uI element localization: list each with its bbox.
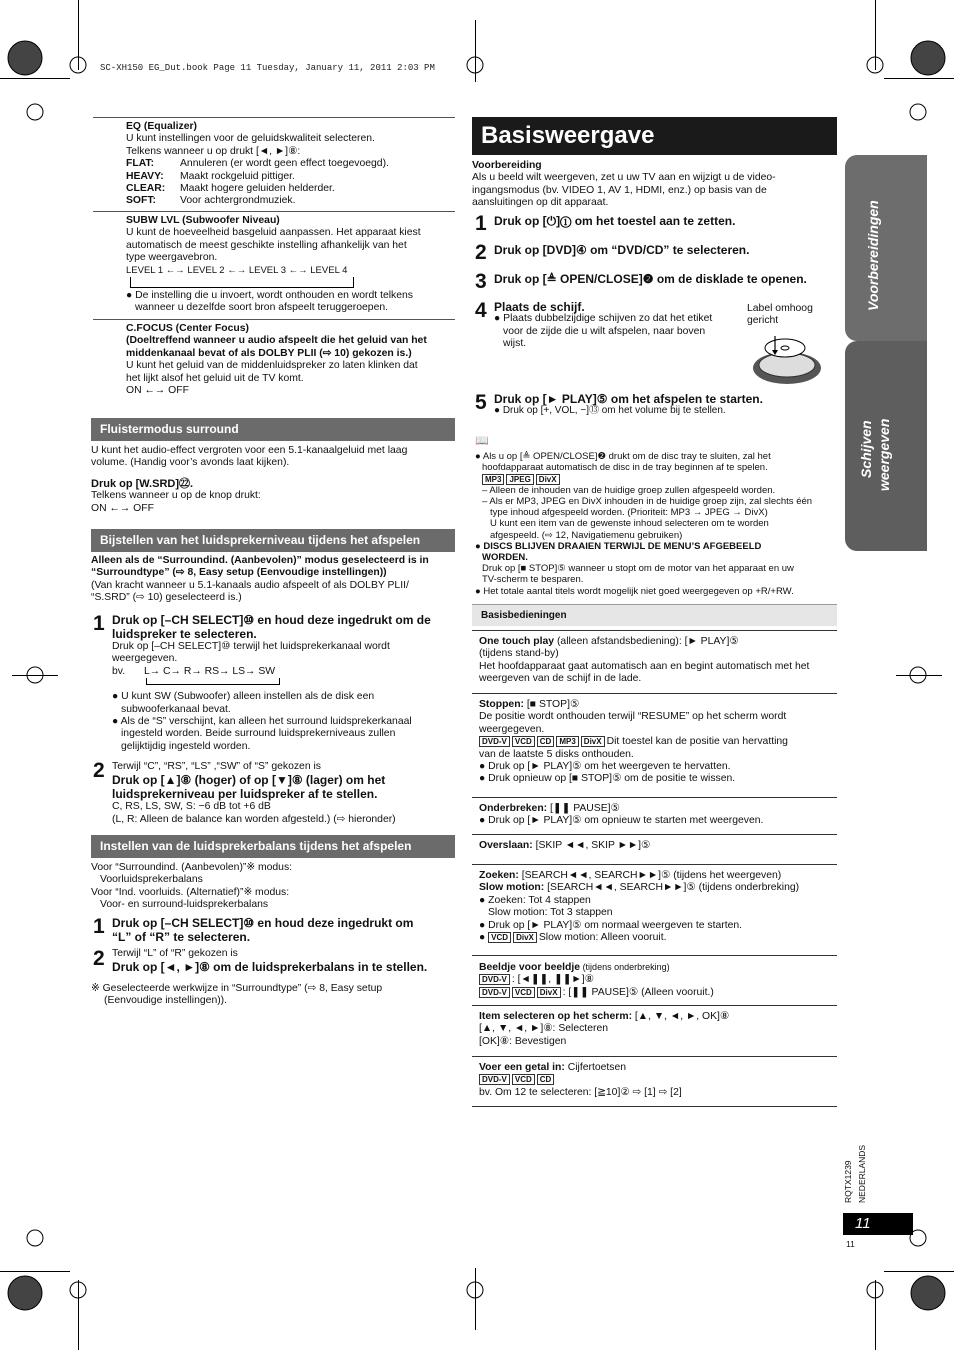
level-loop-arrow (130, 277, 354, 288)
subw-desc: U kunt de hoeveelheid basgeluid aanpassen. Het apparaat kiest (126, 227, 421, 239)
step-instruction: Druk op [▲]⑧ (hoger) of op [▼]⑧ (lager) om het (112, 773, 386, 788)
row-title: Onderbreken: [❚❚ PAUSE]⑤ (479, 803, 620, 814)
row-text: DVD-V VCD CD MP3 DivX Dit toestel kan de positie van hervatting (479, 736, 837, 748)
balans-step-1 (112, 916, 457, 944)
row-text: ● Druk op [► PLAY]⑤ om opnieuw te starten met weergeven. (479, 815, 764, 827)
step-condition: Terwijl “L” of “R” gekozen is (112, 948, 238, 959)
step-instruction: Druk op [≜ OPEN/CLOSE]❷ om de disklade te openen. (494, 272, 807, 286)
prep-title: Voorbereiding (472, 160, 542, 171)
basis-row-skip (472, 834, 837, 852)
note-line: ● DISCS BLIJVEN DRAAIEN TERWIJL DE MENU’S AFGEBEELD (475, 540, 762, 552)
step-note: ● Plaats dubbelzijdige schijven zo dat het etiket (494, 313, 713, 325)
row-title: Stoppen: [■ STOP]⑤ (479, 699, 580, 710)
step-number: 4 (475, 299, 487, 322)
disc-label-caption (747, 303, 813, 328)
disc-tray-illustration (745, 330, 825, 388)
step-instruction: Druk op [► PLAY]⑤ om het afspelen te starten. (494, 392, 763, 406)
page-title: Basisweergave (472, 117, 837, 155)
tab-schijven-weergeven[interactable] (845, 341, 927, 551)
fluister-press: Druk op [W.SRD]㉒. (91, 477, 194, 490)
eq-desc: U kunt instellingen voor de geluidskwaliteit selecteren. (126, 133, 375, 145)
tab-voorbereidingen[interactable] (845, 155, 927, 341)
step-instruction: Druk op [DVD]④ om “DVD/CD” te selecteren. (494, 243, 750, 257)
step-instruction: Druk op [–CH SELECT]⑩ en houd deze ingedrukt om de (112, 613, 431, 627)
note-line: – Alleen de inhouden van de huidige groep zullen afgespeeld worden. (482, 484, 776, 496)
caption-line: Label omhoog (747, 303, 813, 314)
notes-section (475, 436, 835, 597)
step-note: gelijktijdig ingesteld worden. (121, 740, 251, 752)
note-line: type inhoud afgespeeld worden. (Prioriteit: MP3 → JPEG → DivX) (490, 507, 768, 519)
file-header: SC-XH150 EG_Dut.book Page 11 Tuesday, January 11, 2011 2:03 PM (100, 63, 435, 73)
balans-mode-desc: Voorluidsprekerbalans (100, 874, 203, 886)
step-detail-2: weergegeven. (112, 653, 178, 665)
basis-row-frame (472, 955, 837, 999)
row-text: weergeven van de schijf in de lade. (479, 673, 642, 685)
subw-levels: LEVEL 1 ←→ LEVEL 2 ←→ LEVEL 3 ←→ LEVEL 4 (126, 264, 348, 276)
basis-row-stop (472, 693, 837, 786)
section-bar-bijstellen: Bijstellen van het luidsprekerniveau tijdens het afspelen (91, 529, 455, 552)
row-text: DVD-V VCD CD (479, 1074, 837, 1086)
row-text: ● Zoeken: Tot 4 stappen (479, 894, 591, 906)
eq-section (93, 117, 455, 208)
basis-row-number (472, 1056, 837, 1099)
cfocus-title: C.FOCUS (Center Focus) (126, 323, 249, 334)
preparation (472, 160, 837, 210)
cfocus-toggle: ON ←→ OFF (126, 385, 189, 397)
balans-body (91, 862, 455, 912)
step-number: 2 (93, 759, 105, 782)
row-text: De positie wordt onthouden terwijl “RESUME” op het scherm wordt (479, 711, 787, 723)
row-text: DVD-V VCD DivX : [❚❚ PAUSE]⑤ (Alleen vooruit.) (479, 987, 837, 999)
format-tag: DivX (536, 474, 560, 485)
fluister-body (91, 445, 455, 515)
eq-option: FLAT: Annuleren (er wordt geen effect toegevoegd). (126, 158, 389, 170)
section-bar-fluister: Fluistermodus surround (91, 418, 455, 441)
table-bottom-rule (472, 1106, 837, 1107)
tab-label-2: weergeven (876, 418, 892, 491)
tab-label: Voorbereidingen (865, 200, 881, 311)
row-text: Het hoofdapparaat gaat automatisch aan en begint automatisch met het (479, 660, 810, 672)
row-text: Slow motion: Tot 3 stappen (488, 907, 613, 919)
bijstellen-info: (Van kracht wanneer u 5.1-kanaals audio afspeelt of als DOLBY PLII/ (91, 579, 409, 591)
subw-title: SUBW LVL (Subwoofer Niveau) (126, 215, 280, 226)
note-line: Druk op [■ STOP]⑤ wanneer u stopt om de motor van het apparaat en uw (482, 563, 794, 575)
row-text: ● Druk op [► PLAY]⑤ om het weergeven te hervatten. (479, 761, 731, 773)
subw-note: ● De instelling die u invoert, wordt onthouden en wordt telkens (126, 290, 413, 302)
row-text: [▲, ▼, ◄, ►]⑧: Selecteren (479, 1023, 608, 1035)
eq-option: CLEAR: Maakt hogere geluiden helderder. (126, 183, 335, 195)
cfocus-cond: (Doeltreffend wanneer u audio afspeelt die het geluid van het (126, 335, 427, 347)
row-text: DVD-V : [◄❚❚, ❚❚►]⑧ (479, 974, 837, 986)
format-tag: JPEG (506, 474, 533, 485)
bijstellen-cond-2: “Surroundtype” (⇨ 8, Easy setup (Eenvoudige instellingen)) (91, 567, 387, 579)
step-4-body (494, 301, 734, 351)
doc-code: RQTX1239 (843, 1160, 853, 1203)
bijstellen-cond: Alleen als de “Surroundind. (Aanbevolen)” modus geselecteerd is in (91, 555, 429, 566)
fluister-info: Telkens wanneer u op de knop drukt: (91, 490, 261, 502)
eq-option: HEAVY: Maakt rockgeluid pittiger. (126, 170, 295, 182)
cfocus-desc: U kunt het geluid van de middenluidspreker zo laten klinken dat (126, 360, 418, 372)
balans-mode: Voor “Surroundind. (Aanbevolen)”※ modus: (91, 862, 293, 873)
eq-option: SOFT: Voor achtergrondmuziek. (126, 195, 296, 207)
balans-step-2 (112, 948, 457, 974)
prep-text: ingangsmodus (bv. VIDEO 1, AV 1, HDMI, enz.) op basis van de (472, 184, 767, 196)
book-icon: 📖 (475, 435, 489, 447)
basis-row-search (472, 864, 837, 944)
row-text: weergegeven. (479, 723, 545, 735)
note-line: afgespeeld. (⇨ 12, Navigatiemenu gebruiken) (490, 529, 683, 541)
subw-desc-3: type weergavebron. (126, 252, 218, 264)
fluister-desc-2: volume. (Handig voor’s avonds laat kijken). (91, 457, 290, 469)
note-line: WORDEN. (482, 552, 528, 564)
footnote-line: ※ Geselecteerde werkwijze in “Surroundtype” (⇨ 8, Easy setup (91, 983, 383, 994)
step-note: wijst. (503, 338, 527, 350)
section-bar-balans: Instellen van de luidsprekerbalans tijdens het afspelen (91, 835, 455, 858)
balance-note: (L, R: Alleen de balance kan worden afgesteld.) (⇨ hieronder) (112, 813, 396, 825)
bijstellen-step-2 (112, 761, 457, 826)
cfocus-desc-2: het lijkt alsof het geluid uit de TV komt. (126, 372, 304, 384)
balans-mode-desc: Voor- en surround-luidsprekerbalans (100, 899, 269, 911)
step-number: 5 (475, 391, 487, 414)
step-number: 1 (93, 612, 105, 635)
prep-text: Als u beeld wilt weergeven, zet u uw TV aan en wijzigt u de video- (472, 172, 776, 184)
note-line: hoofdapparaat automatisch de disc in de tray beginnen af te spelen. (482, 462, 768, 474)
note-line: U kunt een item van de gewenste inhoud selecteren om te worden (490, 518, 769, 530)
step-number: 2 (475, 241, 487, 264)
balans-footnote (91, 983, 455, 1008)
language-label: NEDERLANDS (857, 1144, 867, 1203)
row-text: ● VCD DivX Slow motion: Alleen vooruit. (479, 932, 667, 944)
footnote-line: (Eenvoudige instellingen)). (104, 995, 228, 1007)
page-number-small: 11 (846, 1239, 855, 1249)
row-text: (tijdens stand-by) (479, 648, 559, 660)
balans-mode: Voor “Ind. voorluids. (Alternatief)”※ modus: (91, 886, 290, 898)
step-number: 2 (93, 947, 105, 970)
eq-desc-2: Telkens wanneer u op drukt [◄, ►]⑧: (126, 145, 301, 157)
step-instruction: Druk op [–CH SELECT]⑩ en houd deze ingedrukt om (112, 916, 414, 930)
step-note: ● U kunt SW (Subwoofer) alleen instellen als de disk een (112, 691, 375, 703)
step-note: subwooferkanaal bevat. (121, 703, 231, 715)
step-condition: Terwijl “C”, “RS”, “LS” ,“SW” of “S” gekozen is (112, 761, 321, 772)
row-text: ● Druk opnieuw op [■ STOP]⑤ om de positie te wissen. (479, 773, 736, 785)
step-note: ingesteld worden. Beide surround luidsprekerniveaus zullen (121, 728, 396, 740)
prep-text: aansluitingen op dit apparaat. (472, 197, 609, 209)
step-number: 1 (93, 915, 105, 938)
note-line: ● Het totale aantal titels wordt mogelijk niet goed weergegeven op +R/+RW. (475, 585, 794, 597)
step-note: ● Als de “S” verschijnt, kan alleen het surround luidsprekerkanaal (112, 716, 412, 728)
format-tag: MP3 (482, 474, 504, 485)
basis-row-select (472, 1005, 837, 1048)
bijstellen-body (91, 555, 455, 605)
channel-sequence: bv. L→ C→ R→ RS→ LS→ SW (112, 665, 276, 677)
subw-desc-2: automatisch de meest geschikte instelling afhankelijk van het (126, 239, 407, 251)
step-5-body (494, 393, 834, 418)
bijstellen-step-1 (112, 613, 457, 753)
fluister-toggle: ON ←→ OFF (91, 502, 154, 514)
row-text: ● Druk op [► PLAY]⑤ om normaal weergeven te starten. (479, 919, 743, 931)
format-tags (475, 474, 835, 485)
caption-line: gericht (747, 315, 779, 327)
cfocus-section (93, 319, 455, 397)
basis-row-one-touch (472, 630, 837, 686)
cfocus-cond-2: middenkanaal bevat of als DOLBY PLII (⇨ 10) gekozen is.) (126, 347, 412, 359)
tab-label: Schijven (858, 420, 874, 478)
step-instruction: Druk op [⏻]① om het toestel aan te zetten. (494, 214, 736, 228)
sequence-loop-arrow (146, 678, 280, 685)
fluister-desc: U kunt het audio-effect vergroten voor een 5.1-kanaalgeluid met laag (91, 445, 408, 456)
step-number: 1 (475, 212, 487, 235)
step-note: ● Druk op [+, VOL, −]⑬ om het volume bij te stellen. (494, 405, 726, 417)
row-text: [OK]⑧: Bevestigen (479, 1035, 567, 1047)
row-title: One touch play (alleen afstandsbediening): [► PLAY]⑤ (479, 636, 739, 647)
subw-note-2: wanneer u dezelfde soort bron afspeelt teruggeroepen. (135, 302, 389, 314)
row-title: Beeldje voor beeldje (tijdens onderbreking) (479, 962, 670, 973)
row-text: bv. Om 12 te selecteren: [≧10]② ⇨ [1] ⇨ [2] (479, 1086, 682, 1098)
eq-title: EQ (Equalizer) (126, 121, 198, 132)
row-text: van de laatste 5 disks onthouden. (479, 748, 634, 760)
page-number-box: 11 (843, 1213, 913, 1235)
note-line: – Als er MP3, JPEG en DivX inhouden in de huidige groep zijn, zal slechts één (482, 496, 813, 508)
step-instruction-2: “L” of “R” te selecteren. (112, 930, 251, 944)
step-detail: Druk op [–CH SELECT]⑩ terwijl het luidsprekerkanaal wordt (112, 641, 390, 652)
row-title: Overslaan: [SKIP ◄◄, SKIP ►►]⑤ (479, 840, 651, 851)
note-line: TV-scherm te besparen. (482, 574, 584, 586)
basis-row-pause (472, 797, 837, 828)
note-line: ● Als u op [≜ OPEN/CLOSE]❷ drukt om de disc tray te sluiten, zal het (475, 451, 771, 463)
step-note: voor de zijde die u wilt afspelen, naar boven (503, 325, 706, 337)
step-instruction-2: luidspreker te selecteren. (112, 627, 257, 641)
row-title: Item selecteren op het scherm: [▲, ▼, ◄, ►, OK]⑧ (479, 1011, 730, 1022)
step-instruction: Druk op [◄, ►]⑧ om de luidsprekerbalans in te stellen. (112, 960, 428, 975)
row-title: Slow motion: [SEARCH◄◄, SEARCH►►]⑤ (tijdens onderbreking) (479, 882, 800, 894)
basis-header: Basisbedieningen (472, 604, 837, 626)
level-range: C, RS, LS, SW, S: −6 dB tot +6 dB (112, 801, 271, 813)
row-title: Zoeken: [SEARCH◄◄, SEARCH►►]⑤ (tijdens het weergeven) (479, 870, 782, 881)
bijstellen-info-2: “S.SRD” (⇨ 10) geselecteerd is.) (91, 592, 242, 604)
step-number: 3 (475, 270, 487, 293)
step-instruction-2: luidsprekerniveau per luidspreker af te stellen. (112, 787, 378, 802)
row-title: Voer een getal in: Cijfertoetsen (479, 1062, 627, 1073)
step-instruction: Plaats de schijf. (494, 300, 585, 314)
subw-section (93, 211, 455, 315)
